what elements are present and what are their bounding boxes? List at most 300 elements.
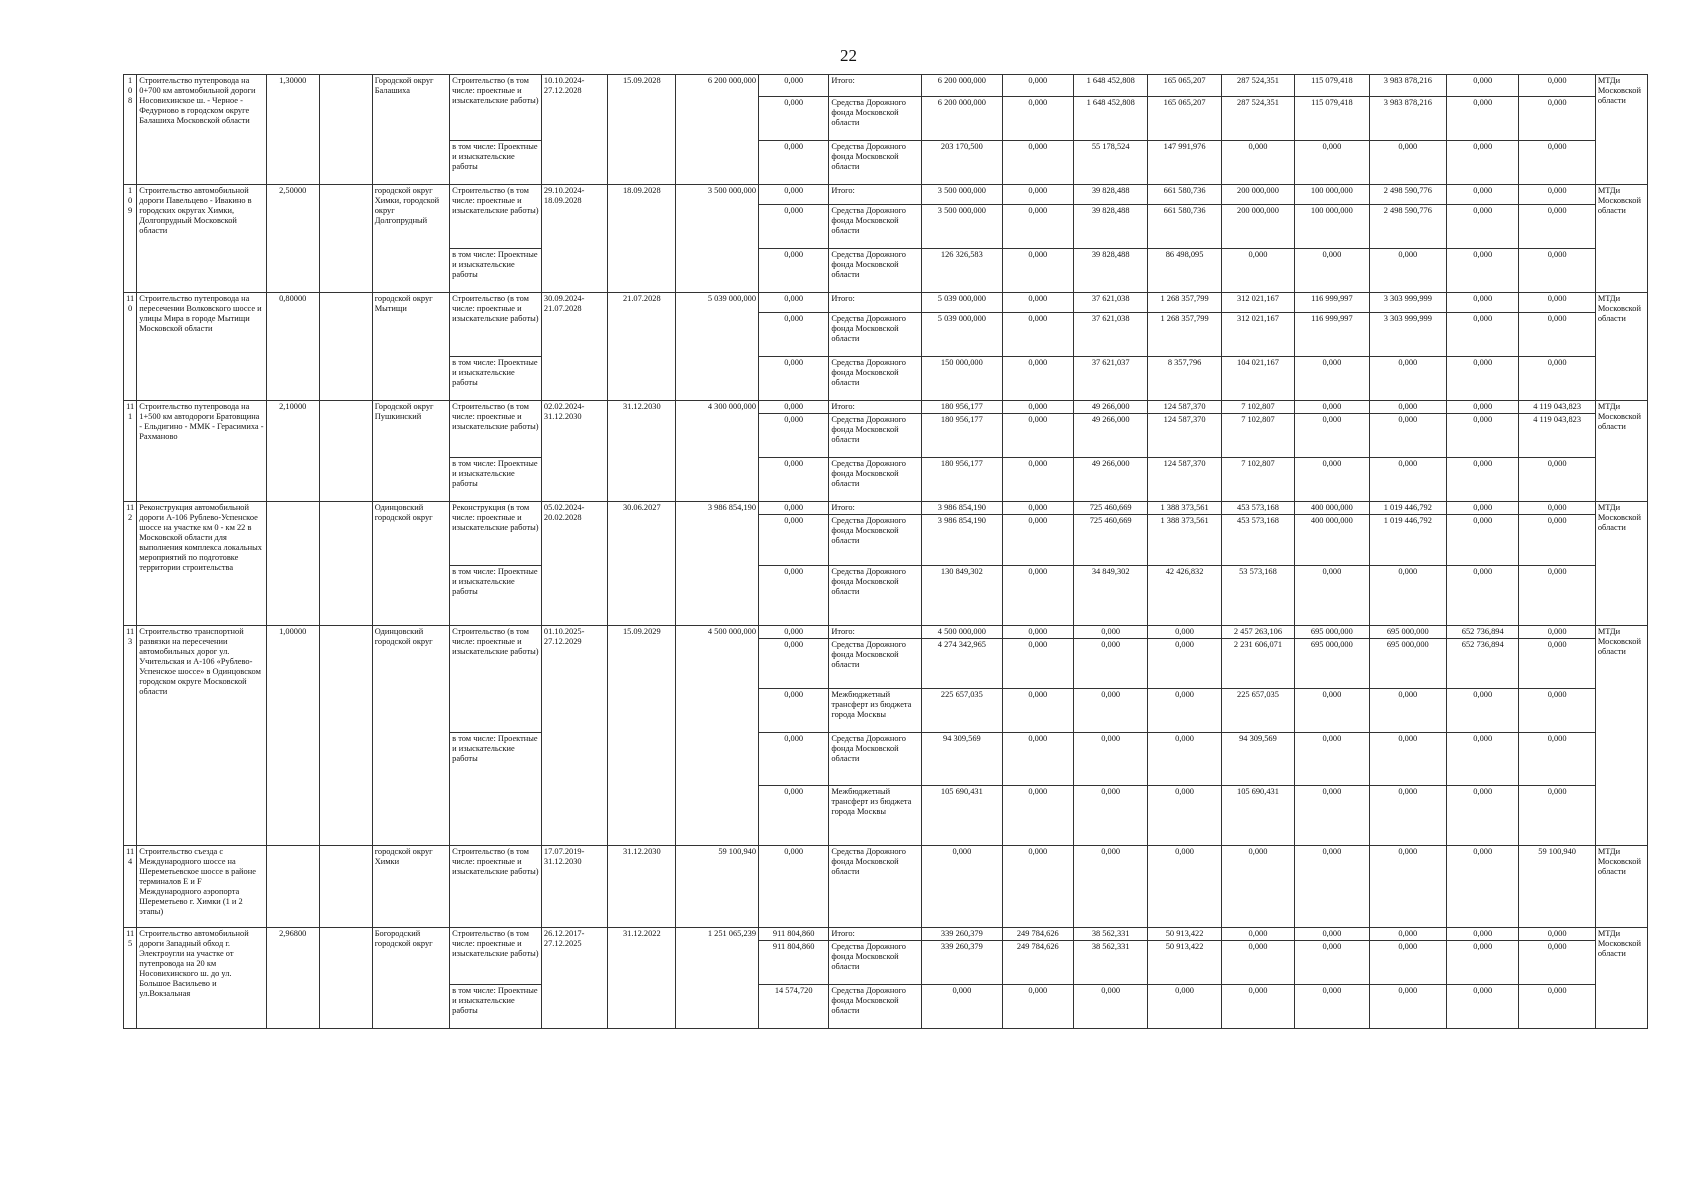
work-dates: 02.02.2024-31.12.2030 xyxy=(541,401,607,502)
amount-cell: 0,000 xyxy=(1221,141,1294,185)
object-length: 1,30000 xyxy=(266,75,319,185)
amount-cell: 50 913,422 xyxy=(1148,928,1221,941)
funding-source: Средства Дорожного фонда Московской области xyxy=(829,639,922,689)
amount-cell: 1 268 357,799 xyxy=(1148,313,1221,357)
amount-cell: 312 021,167 xyxy=(1221,293,1294,313)
amount-cell: 2 457 263,106 xyxy=(1221,626,1294,639)
amount-cell: 249 784,626 xyxy=(1002,928,1073,941)
object-name: Строительство автомобильной дороги Западный обход г. Электроугли на участке от путепровода на 20 км Носовихинского ш. до ул. Большое Васильево и ул.Вокзальная xyxy=(137,928,266,1029)
amount-cell: 0,000 xyxy=(1002,458,1073,502)
amount-cell: 0,000 xyxy=(922,985,1003,1029)
amount-cell: 0,000 xyxy=(1002,185,1073,205)
amount-cell: 0,000 xyxy=(1369,786,1446,846)
table-row xyxy=(124,293,1648,313)
amount-cell: 695 000,000 xyxy=(1295,626,1369,639)
funding-source: Средства Дорожного фонда Московской области xyxy=(829,141,922,185)
object-cost: 4 300 000,000 xyxy=(676,401,759,502)
amount-cell: 3 986 854,190 xyxy=(922,515,1003,566)
amount-cell: 0,000 xyxy=(1447,97,1519,141)
amount-cell: 4 119 043,823 xyxy=(1519,414,1595,458)
amount-cell: 0,000 xyxy=(1369,414,1446,458)
financed-before: 0,000 xyxy=(759,401,829,414)
financed-before: 0,000 xyxy=(759,185,829,205)
amount-cell: 1 019 446,792 xyxy=(1369,515,1446,566)
amount-cell: 0,000 xyxy=(1002,985,1073,1029)
amount-cell: 0,000 xyxy=(1148,786,1221,846)
work-type: Строительство (в том числе: проектные и изыскательские работы) xyxy=(450,75,542,141)
responsible-body: МТДи Московской области xyxy=(1595,928,1647,1029)
financed-before: 0,000 xyxy=(759,786,829,846)
funding-source: Итого: xyxy=(829,502,922,515)
work-dates: 01.10.2025-27.12.2029 xyxy=(541,626,607,846)
amount-cell: 0,000 xyxy=(1519,458,1595,502)
amount-cell: 124 587,370 xyxy=(1148,414,1221,458)
amount-cell: 0,000 xyxy=(1369,941,1446,985)
amount-cell: 0,000 xyxy=(1002,566,1073,626)
object-cost: 1 251 065,239 xyxy=(676,928,759,1029)
amount-cell: 49 266,000 xyxy=(1073,401,1147,414)
responsible-body: МТДи Московской области xyxy=(1595,626,1647,846)
amount-cell: 0,000 xyxy=(1295,458,1369,502)
amount-cell: 400 000,000 xyxy=(1295,515,1369,566)
amount-cell: 0,000 xyxy=(1519,928,1595,941)
amount-cell: 3 983 878,216 xyxy=(1369,75,1446,97)
amount-cell: 0,000 xyxy=(1148,626,1221,639)
amount-cell: 0,000 xyxy=(1073,786,1147,846)
amount-cell: 0,000 xyxy=(1519,941,1595,985)
amount-cell: 0,000 xyxy=(1221,941,1294,985)
amount-cell: 339 260,379 xyxy=(922,928,1003,941)
object-cost: 3 500 000,000 xyxy=(676,185,759,293)
object-name: Строительство автомобильной дороги Павельцево - Ивакино в городских округах Химки, Долгопрудный Московской области xyxy=(137,185,266,293)
amount-cell: 39 828,488 xyxy=(1073,185,1147,205)
amount-cell: 0,000 xyxy=(1519,97,1595,141)
financed-before: 0,000 xyxy=(759,414,829,458)
amount-cell: 0,000 xyxy=(1447,293,1519,313)
funding-source: Итого: xyxy=(829,75,922,97)
amount-cell: 0,000 xyxy=(1519,502,1595,515)
amount-cell: 0,000 xyxy=(1002,97,1073,141)
amount-cell: 0,000 xyxy=(1519,566,1595,626)
commission-date: 31.12.2030 xyxy=(608,401,676,502)
amount-cell: 0,000 xyxy=(1295,733,1369,786)
row-number: 115 xyxy=(124,928,137,1029)
amount-cell: 0,000 xyxy=(1295,689,1369,733)
amount-cell: 3 983 878,216 xyxy=(1369,97,1446,141)
amount-cell: 0,000 xyxy=(1369,566,1446,626)
amount-cell: 0,000 xyxy=(1002,414,1073,458)
amount-cell: 0,000 xyxy=(1447,357,1519,401)
amount-cell: 0,000 xyxy=(1002,313,1073,357)
amount-cell: 126 326,583 xyxy=(922,249,1003,293)
object-length: 1,00000 xyxy=(266,626,319,846)
amount-cell: 0,000 xyxy=(1148,689,1221,733)
amount-cell: 0,000 xyxy=(1519,75,1595,97)
amount-cell: 0,000 xyxy=(1519,205,1595,249)
financed-before: 911 804,860 xyxy=(759,928,829,941)
amount-cell: 0,000 xyxy=(1519,639,1595,689)
amount-cell: 1 019 446,792 xyxy=(1369,502,1446,515)
object-extra xyxy=(319,293,372,401)
amount-cell: 725 460,669 xyxy=(1073,515,1147,566)
amount-cell: 0,000 xyxy=(1447,502,1519,515)
amount-cell: 0,000 xyxy=(1073,639,1147,689)
district: городской округ Мытищи xyxy=(372,293,449,401)
amount-cell: 104 021,167 xyxy=(1221,357,1294,401)
object-extra xyxy=(319,928,372,1029)
responsible-body: МТДи Московской области xyxy=(1595,401,1647,502)
amount-cell: 105 690,431 xyxy=(1221,786,1294,846)
amount-cell: 200 000,000 xyxy=(1221,185,1294,205)
amount-cell: 0,000 xyxy=(1002,75,1073,97)
amount-cell: 165 065,207 xyxy=(1148,97,1221,141)
financed-before: 0,000 xyxy=(759,75,829,97)
amount-cell: 0,000 xyxy=(1148,985,1221,1029)
row-number: 108 xyxy=(124,75,137,185)
work-dates: 17.07.2019-31.12.2030 xyxy=(541,846,607,928)
work-dates: 05.02.2024-20.02.2028 xyxy=(541,502,607,626)
amount-cell: 0,000 xyxy=(1221,846,1294,928)
amount-cell: 0,000 xyxy=(1447,249,1519,293)
amount-cell: 0,000 xyxy=(1002,786,1073,846)
amount-cell: 400 000,000 xyxy=(1295,502,1369,515)
amount-cell: 2 231 606,071 xyxy=(1221,639,1294,689)
amount-cell: 0,000 xyxy=(1295,941,1369,985)
amount-cell: 0,000 xyxy=(1295,357,1369,401)
district: городской округ Химки, городской округ Долгопрудный xyxy=(372,185,449,293)
amount-cell: 0,000 xyxy=(1369,249,1446,293)
object-name: Строительство путепровода на пересечении Волковского шоссе и улицы Мира в городе Мытищи Московской области xyxy=(137,293,266,401)
amount-cell: 0,000 xyxy=(1002,502,1073,515)
amount-cell: 7 102,807 xyxy=(1221,458,1294,502)
amount-cell: 0,000 xyxy=(1295,141,1369,185)
table-row xyxy=(124,502,1648,515)
object-extra xyxy=(319,502,372,626)
amount-cell: 6 200 000,000 xyxy=(922,75,1003,97)
funding-source: Средства Дорожного фонда Московской области xyxy=(829,313,922,357)
amount-cell: 0,000 xyxy=(1295,846,1369,928)
object-extra xyxy=(319,401,372,502)
amount-cell: 3 500 000,000 xyxy=(922,205,1003,249)
amount-cell: 0,000 xyxy=(1295,985,1369,1029)
amount-cell: 225 657,035 xyxy=(922,689,1003,733)
amount-cell: 0,000 xyxy=(1447,733,1519,786)
amount-cell: 7 102,807 xyxy=(1221,401,1294,414)
amount-cell: 0,000 xyxy=(1519,141,1595,185)
amount-cell: 0,000 xyxy=(1002,639,1073,689)
table-row xyxy=(124,846,1648,928)
amount-cell: 150 000,000 xyxy=(922,357,1003,401)
amount-cell: 94 309,569 xyxy=(922,733,1003,786)
object-extra xyxy=(319,75,372,185)
amount-cell: 0,000 xyxy=(1369,733,1446,786)
amount-cell: 105 690,431 xyxy=(922,786,1003,846)
row-number: 109 xyxy=(124,185,137,293)
amount-cell: 115 079,418 xyxy=(1295,75,1369,97)
table-row xyxy=(124,185,1648,205)
object-cost: 3 986 854,190 xyxy=(676,502,759,626)
work-type: Строительство (в том числе: проектные и изыскательские работы) xyxy=(450,293,542,357)
amount-cell: 0,000 xyxy=(1519,733,1595,786)
district: Одинцовский городской округ xyxy=(372,626,449,846)
amount-cell: 0,000 xyxy=(1519,786,1595,846)
work-dates: 26.12.2017-27.12.2025 xyxy=(541,928,607,1029)
amount-cell: 0,000 xyxy=(1002,689,1073,733)
amount-cell: 49 266,000 xyxy=(1073,458,1147,502)
work-type: Строительство (в том числе: проектные и изыскательские работы) xyxy=(450,846,542,928)
amount-cell: 0,000 xyxy=(1369,689,1446,733)
funding-source: Итого: xyxy=(829,626,922,639)
table-row xyxy=(124,401,1648,414)
amount-cell: 38 562,331 xyxy=(1073,928,1147,941)
amount-cell: 115 079,418 xyxy=(1295,97,1369,141)
amount-cell: 0,000 xyxy=(1148,846,1221,928)
district: городской округ Химки xyxy=(372,846,449,928)
amount-cell: 312 021,167 xyxy=(1221,313,1294,357)
work-dates: 29.10.2024-18.09.2028 xyxy=(541,185,607,293)
funding-source: Межбюджетный трансферт из бюджета города Москвы xyxy=(829,786,922,846)
commission-date: 15.09.2028 xyxy=(608,75,676,185)
amount-cell: 0,000 xyxy=(1002,515,1073,566)
object-length: 0,80000 xyxy=(266,293,319,401)
amount-cell: 0,000 xyxy=(1221,249,1294,293)
amount-cell: 0,000 xyxy=(1148,639,1221,689)
financed-before: 0,000 xyxy=(759,458,829,502)
amount-cell: 0,000 xyxy=(1519,313,1595,357)
amount-cell: 147 991,976 xyxy=(1148,141,1221,185)
object-cost: 4 500 000,000 xyxy=(676,626,759,846)
funding-source: Средства Дорожного фонда Московской области xyxy=(829,414,922,458)
financed-before: 0,000 xyxy=(759,566,829,626)
amount-cell: 0,000 xyxy=(1073,985,1147,1029)
amount-cell: 55 178,524 xyxy=(1073,141,1147,185)
amount-cell: 37 621,038 xyxy=(1073,293,1147,313)
object-name: Строительство путепровода на 1+500 км автодороги Братовщина - Ельдигино - ММК - Герасимиха - Рахманово xyxy=(137,401,266,502)
amount-cell: 0,000 xyxy=(1369,357,1446,401)
amount-cell: 695 000,000 xyxy=(1369,639,1446,689)
amount-cell: 1 648 452,808 xyxy=(1073,75,1147,97)
responsible-body: МТДи Московской области xyxy=(1595,846,1647,928)
amount-cell: 100 000,000 xyxy=(1295,205,1369,249)
district: Городской округ Пушкинский xyxy=(372,401,449,502)
amount-cell: 0,000 xyxy=(1447,75,1519,97)
funding-source: Межбюджетный трансферт из бюджета города Москвы xyxy=(829,689,922,733)
financed-before: 0,000 xyxy=(759,313,829,357)
responsible-body: МТДи Московской области xyxy=(1595,185,1647,293)
amount-cell: 0,000 xyxy=(1221,985,1294,1029)
amount-cell: 0,000 xyxy=(1295,786,1369,846)
object-length xyxy=(266,502,319,626)
commission-date: 30.06.2027 xyxy=(608,502,676,626)
amount-cell: 0,000 xyxy=(1073,733,1147,786)
amount-cell: 130 849,302 xyxy=(922,566,1003,626)
amount-cell: 0,000 xyxy=(1002,293,1073,313)
object-name: Строительство съезда с Международного шоссе на Шереметьевское шоссе в районе терминалов E и F Международного аэропорта Шереметьево г. Химки (1 и 2 этапы) xyxy=(137,846,266,928)
amount-cell: 0,000 xyxy=(1447,689,1519,733)
table-row xyxy=(124,75,1648,97)
financed-before: 14 574,720 xyxy=(759,985,829,1029)
funding-source: Средства Дорожного фонда Московской области xyxy=(829,458,922,502)
work-dates: 30.09.2024-21.07.2028 xyxy=(541,293,607,401)
amount-cell: 453 573,168 xyxy=(1221,502,1294,515)
amount-cell: 339 260,379 xyxy=(922,941,1003,985)
amount-cell: 0,000 xyxy=(1447,566,1519,626)
work-type: Строительство (в том числе: проектные и изыскательские работы) xyxy=(450,401,542,458)
amount-cell: 695 000,000 xyxy=(1369,626,1446,639)
amount-cell: 0,000 xyxy=(1519,626,1595,639)
amount-cell: 0,000 xyxy=(1447,185,1519,205)
financed-before: 0,000 xyxy=(759,639,829,689)
amount-cell: 124 587,370 xyxy=(1148,401,1221,414)
table-body xyxy=(124,75,1648,1029)
amount-cell: 39 828,488 xyxy=(1073,205,1147,249)
amount-cell: 5 039 000,000 xyxy=(922,313,1003,357)
amount-cell: 2 498 590,776 xyxy=(1369,205,1446,249)
object-length xyxy=(266,846,319,928)
amount-cell: 4 274 342,965 xyxy=(922,639,1003,689)
amount-cell: 0,000 xyxy=(1447,985,1519,1029)
table-row xyxy=(124,928,1648,941)
amount-cell: 0,000 xyxy=(1295,401,1369,414)
work-type: Строительство (в том числе: проектные и изыскательские работы) xyxy=(450,928,542,985)
amount-cell: 6 200 000,000 xyxy=(922,97,1003,141)
work-subtype: в том числе: Проектные и изыскательские работы xyxy=(450,566,542,626)
object-length: 2,96800 xyxy=(266,928,319,1029)
responsible-body: МТДи Московской области xyxy=(1595,75,1647,185)
amount-cell: 0,000 xyxy=(1447,941,1519,985)
amount-cell: 453 573,168 xyxy=(1221,515,1294,566)
funding-source: Средства Дорожного фонда Московской области xyxy=(829,205,922,249)
amount-cell: 0,000 xyxy=(1002,141,1073,185)
amount-cell: 1 648 452,808 xyxy=(1073,97,1147,141)
work-subtype: в том числе: Проектные и изыскательские работы xyxy=(450,249,542,293)
district: Одинцовский городской округ xyxy=(372,502,449,626)
amount-cell: 0,000 xyxy=(1447,205,1519,249)
row-number: 113 xyxy=(124,626,137,846)
amount-cell: 39 828,488 xyxy=(1073,249,1147,293)
amount-cell: 0,000 xyxy=(1073,689,1147,733)
amount-cell: 49 266,000 xyxy=(1073,414,1147,458)
amount-cell: 38 562,331 xyxy=(1073,941,1147,985)
work-subtype: в том числе: Проектные и изыскательские работы xyxy=(450,985,542,1029)
district: Богородский городской округ xyxy=(372,928,449,1029)
amount-cell: 3 500 000,000 xyxy=(922,185,1003,205)
amount-cell: 1 268 357,799 xyxy=(1148,293,1221,313)
amount-cell: 0,000 xyxy=(1447,928,1519,941)
amount-cell: 59 100,940 xyxy=(1519,846,1595,928)
row-number: 112 xyxy=(124,502,137,626)
work-subtype: в том числе: Проектные и изыскательские работы xyxy=(450,458,542,502)
amount-cell: 0,000 xyxy=(1519,985,1595,1029)
amount-cell: 180 956,177 xyxy=(922,401,1003,414)
page-number: 22 xyxy=(840,46,857,65)
amount-cell: 0,000 xyxy=(1002,205,1073,249)
commission-date: 31.12.2030 xyxy=(608,846,676,928)
amount-cell: 116 999,997 xyxy=(1295,313,1369,357)
amount-cell: 652 736,894 xyxy=(1447,626,1519,639)
amount-cell: 0,000 xyxy=(1002,357,1073,401)
amount-cell: 0,000 xyxy=(1447,141,1519,185)
funding-source: Итого: xyxy=(829,293,922,313)
financed-before: 0,000 xyxy=(759,515,829,566)
amount-cell: 94 309,569 xyxy=(1221,733,1294,786)
financed-before: 0,000 xyxy=(759,733,829,786)
object-extra xyxy=(319,626,372,846)
amount-cell: 4 119 043,823 xyxy=(1519,401,1595,414)
amount-cell: 652 736,894 xyxy=(1447,639,1519,689)
amount-cell: 0,000 xyxy=(1519,515,1595,566)
financed-before: 0,000 xyxy=(759,249,829,293)
amount-cell: 86 498,095 xyxy=(1148,249,1221,293)
amount-cell: 1 388 373,561 xyxy=(1148,515,1221,566)
amount-cell: 37 621,038 xyxy=(1073,313,1147,357)
funding-source: Средства Дорожного фонда Московской области xyxy=(829,515,922,566)
object-length: 2,10000 xyxy=(266,401,319,502)
amount-cell: 0,000 xyxy=(1002,401,1073,414)
amount-cell: 53 573,168 xyxy=(1221,566,1294,626)
amount-cell: 1 388 373,561 xyxy=(1148,502,1221,515)
amount-cell: 0,000 xyxy=(1519,357,1595,401)
amount-cell: 0,000 xyxy=(1002,733,1073,786)
commission-date: 31.12.2022 xyxy=(608,928,676,1029)
amount-cell: 116 999,997 xyxy=(1295,293,1369,313)
amount-cell: 0,000 xyxy=(922,846,1003,928)
amount-cell: 3 303 999,999 xyxy=(1369,313,1446,357)
funding-source: Итого: xyxy=(829,928,922,941)
amount-cell: 180 956,177 xyxy=(922,458,1003,502)
financed-before: 0,000 xyxy=(759,689,829,733)
responsible-body: МТДи Московской области xyxy=(1595,502,1647,626)
financed-before: 0,000 xyxy=(759,293,829,313)
financed-before: 0,000 xyxy=(759,357,829,401)
commission-date: 15.09.2029 xyxy=(608,626,676,846)
object-name: Строительство путепровода на 0+700 км автомобильной дороги Носовихинское ш. - Черное - Федурново в городском округе Балашиха Московской области xyxy=(137,75,266,185)
funding-source: Итого: xyxy=(829,401,922,414)
amount-cell: 0,000 xyxy=(1295,928,1369,941)
amount-cell: 8 357,796 xyxy=(1148,357,1221,401)
financed-before: 0,000 xyxy=(759,846,829,928)
object-name: Реконструкция автомобильной дороги А-106 Рублево-Успенское шоссе на участке км 0 - км 22 в Московской области для выполнения комплекса локальных мероприятий по подготовке территории строительства xyxy=(137,502,266,626)
amount-cell: 0,000 xyxy=(1369,928,1446,941)
amount-cell: 5 039 000,000 xyxy=(922,293,1003,313)
financed-before: 0,000 xyxy=(759,97,829,141)
amount-cell: 0,000 xyxy=(1295,414,1369,458)
work-dates: 10.10.2024-27.12.2028 xyxy=(541,75,607,185)
funding-source: Средства Дорожного фонда Московской области xyxy=(829,249,922,293)
amount-cell: 0,000 xyxy=(1221,928,1294,941)
financed-before: 911 804,860 xyxy=(759,941,829,985)
amount-cell: 0,000 xyxy=(1002,249,1073,293)
object-cost: 59 100,940 xyxy=(676,846,759,928)
object-extra xyxy=(319,185,372,293)
financed-before: 0,000 xyxy=(759,502,829,515)
commission-date: 21.07.2028 xyxy=(608,293,676,401)
amount-cell: 0,000 xyxy=(1002,626,1073,639)
amount-cell: 0,000 xyxy=(1369,401,1446,414)
district: Городской округ Балашиха xyxy=(372,75,449,185)
amount-cell: 203 170,500 xyxy=(922,141,1003,185)
work-subtype: в том числе: Проектные и изыскательские работы xyxy=(450,141,542,185)
financed-before: 0,000 xyxy=(759,205,829,249)
table-row xyxy=(124,626,1648,639)
work-type: Реконструкция (в том числе: проектные и изыскательские работы) xyxy=(450,502,542,566)
object-extra xyxy=(319,846,372,928)
row-number: 114 xyxy=(124,846,137,928)
amount-cell: 725 460,669 xyxy=(1073,502,1147,515)
funding-source: Средства Дорожного фонда Московской области xyxy=(829,97,922,141)
amount-cell: 0,000 xyxy=(1369,985,1446,1029)
amount-cell: 0,000 xyxy=(1369,846,1446,928)
